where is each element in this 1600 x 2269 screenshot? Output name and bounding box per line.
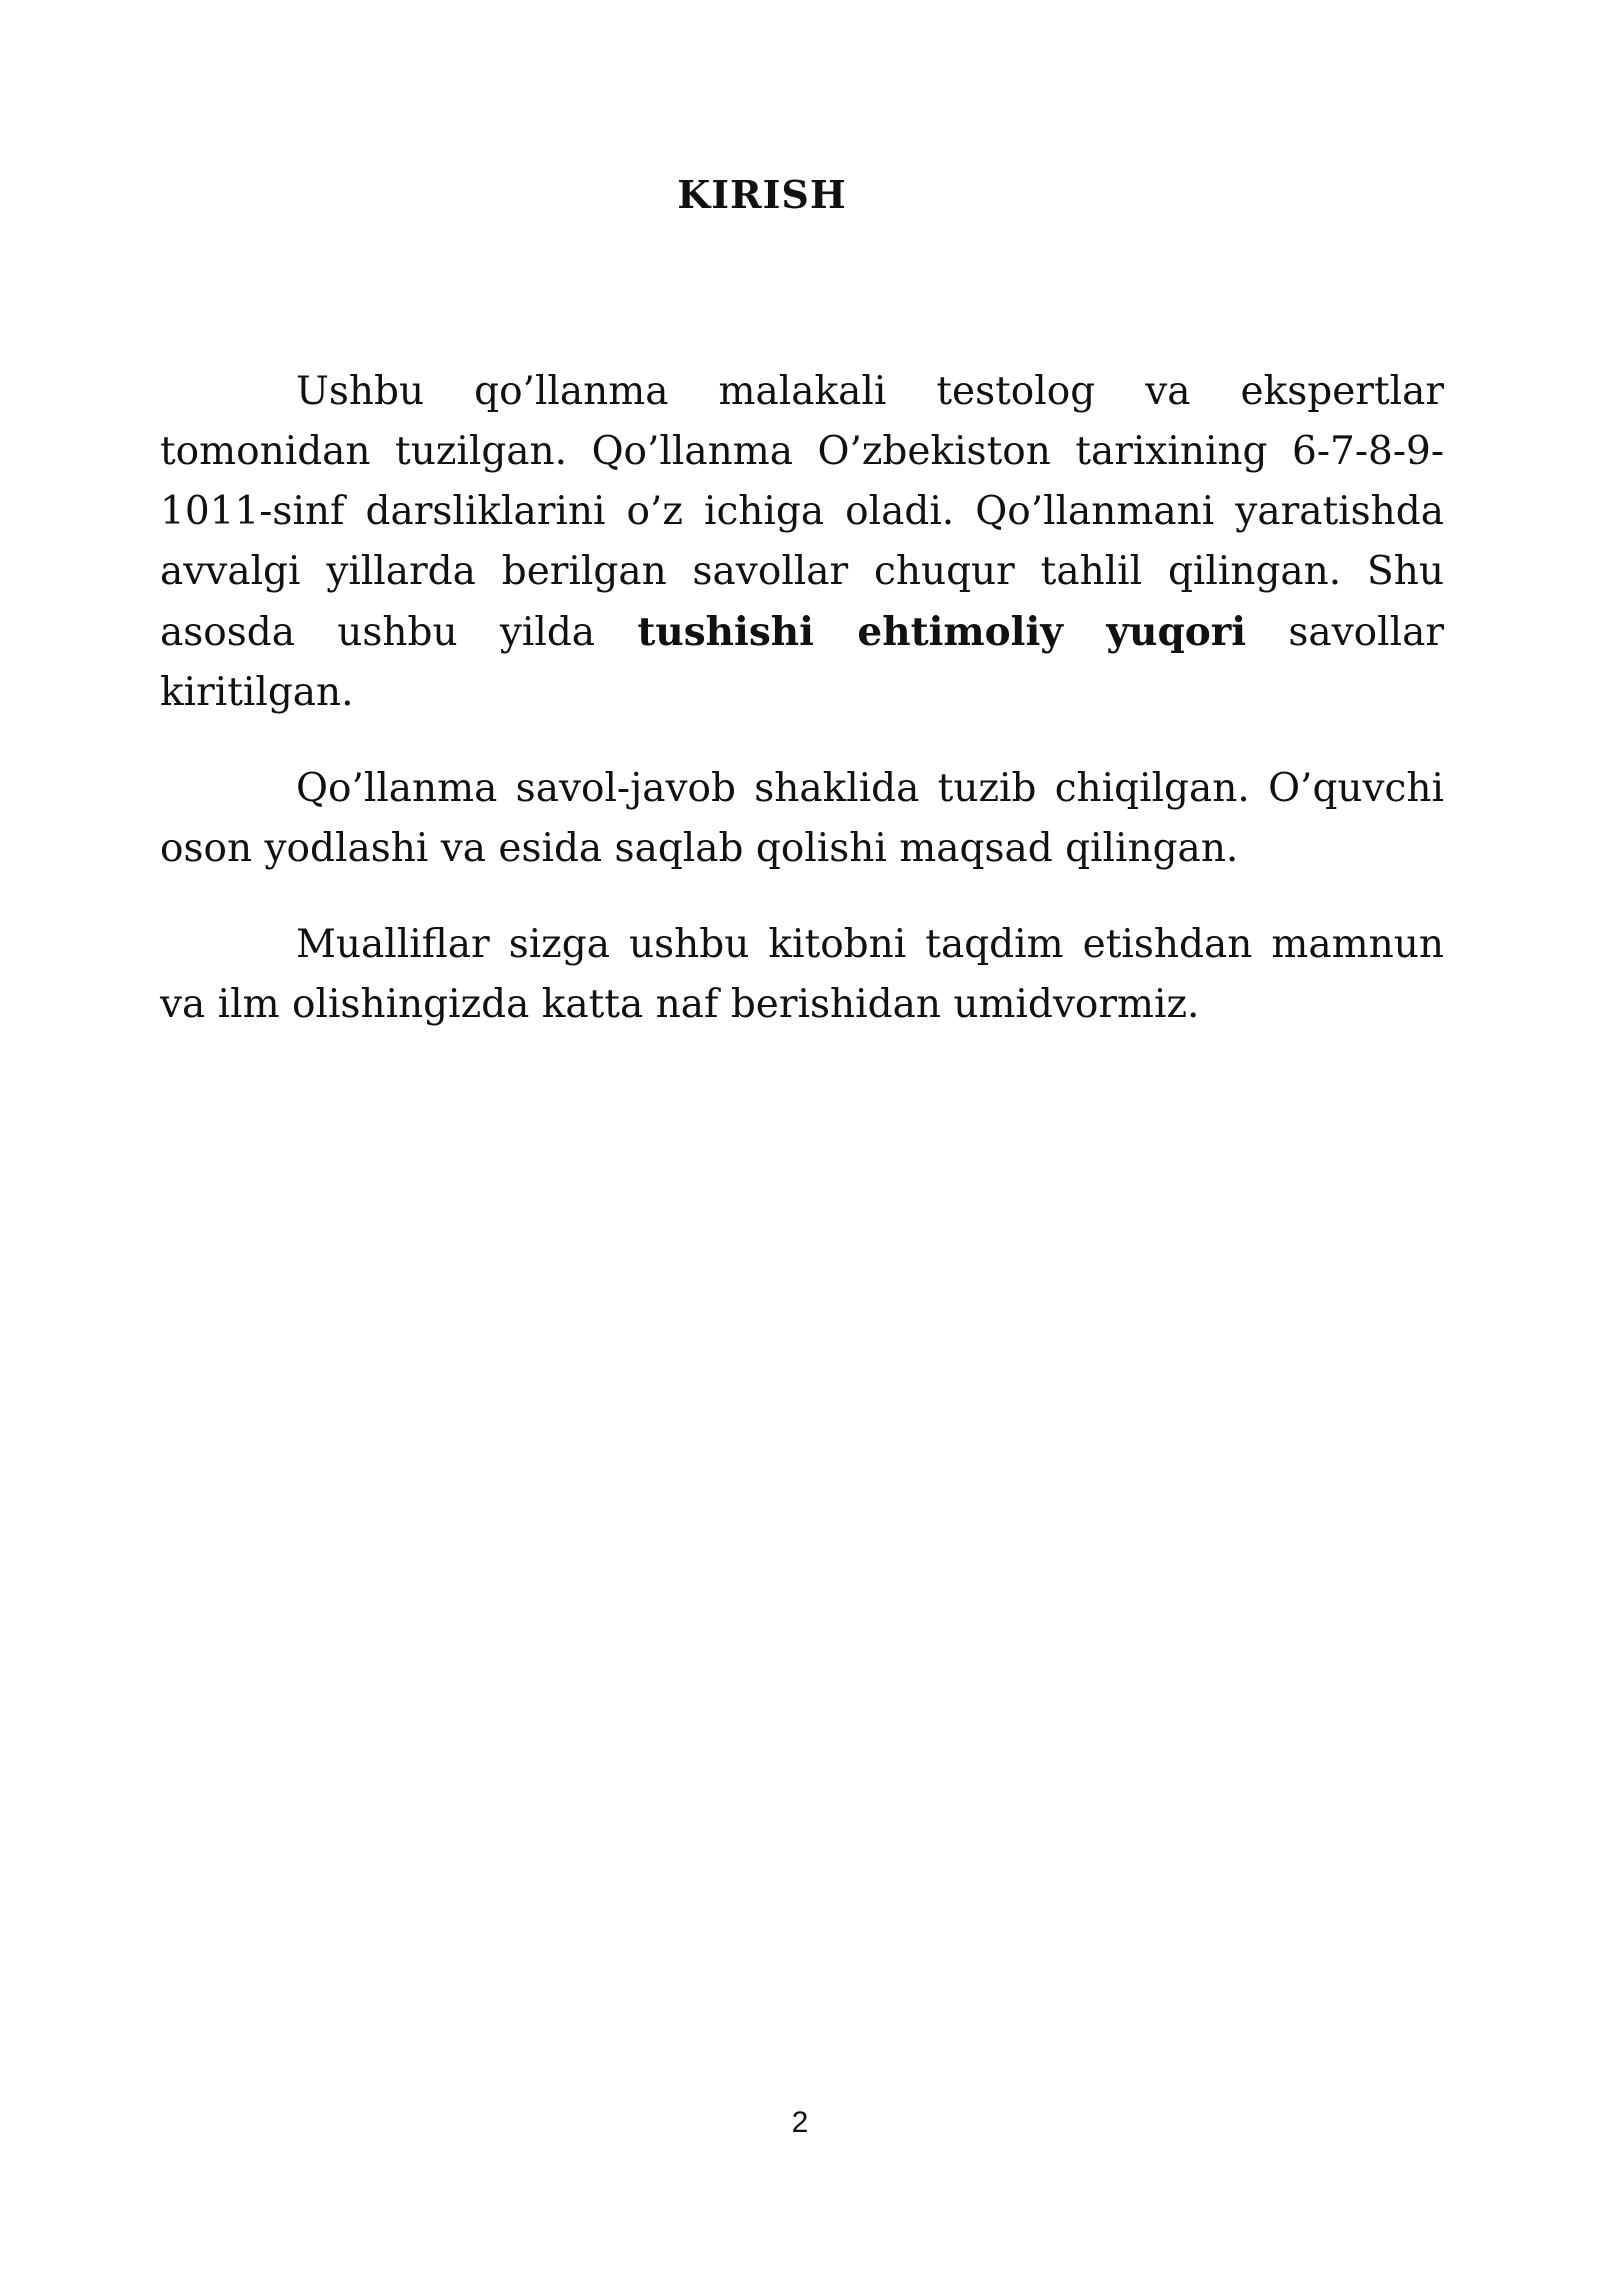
- paragraph-1-bold-phrase: tushishi ehtimoliy yuqori: [637, 609, 1247, 655]
- paragraph-2: Qo’llanma savol-javob shaklida tuzib chiqilgan. O’quvchi oson yodlashi va esida saqlab qolishi maqsad qilingan.: [160, 766, 1444, 871]
- paragraph-3: Mualliflar sizga ushbu kitobni taqdim etishdan mamnun va ilm olishingizda katta naf berishidan umidvormiz.: [160, 922, 1444, 1027]
- body-text: [160, 362, 1444, 1071]
- paragraph-1: [160, 362, 1444, 723]
- paragraph-1-text-end: savollar kiritilgan.: [160, 610, 1444, 715]
- page-title: KIRISH: [677, 172, 847, 217]
- paragraph-1-text-start: Ushbu qo’llanma malakali testolog va ekspertlar tomonidan tuzilgan. Qo’llanma O’zbekiston tarixining 6-7-8-9-1011-sinf darsliklarini o’z ichiga oladi. Qo’llanmani yaratishda avvalgi yillarda berilgan savollar chuqur tahlil qilingan. Shu asosda ushbu yilda: [160, 369, 1444, 655]
- page-number: 2: [791, 2106, 809, 2139]
